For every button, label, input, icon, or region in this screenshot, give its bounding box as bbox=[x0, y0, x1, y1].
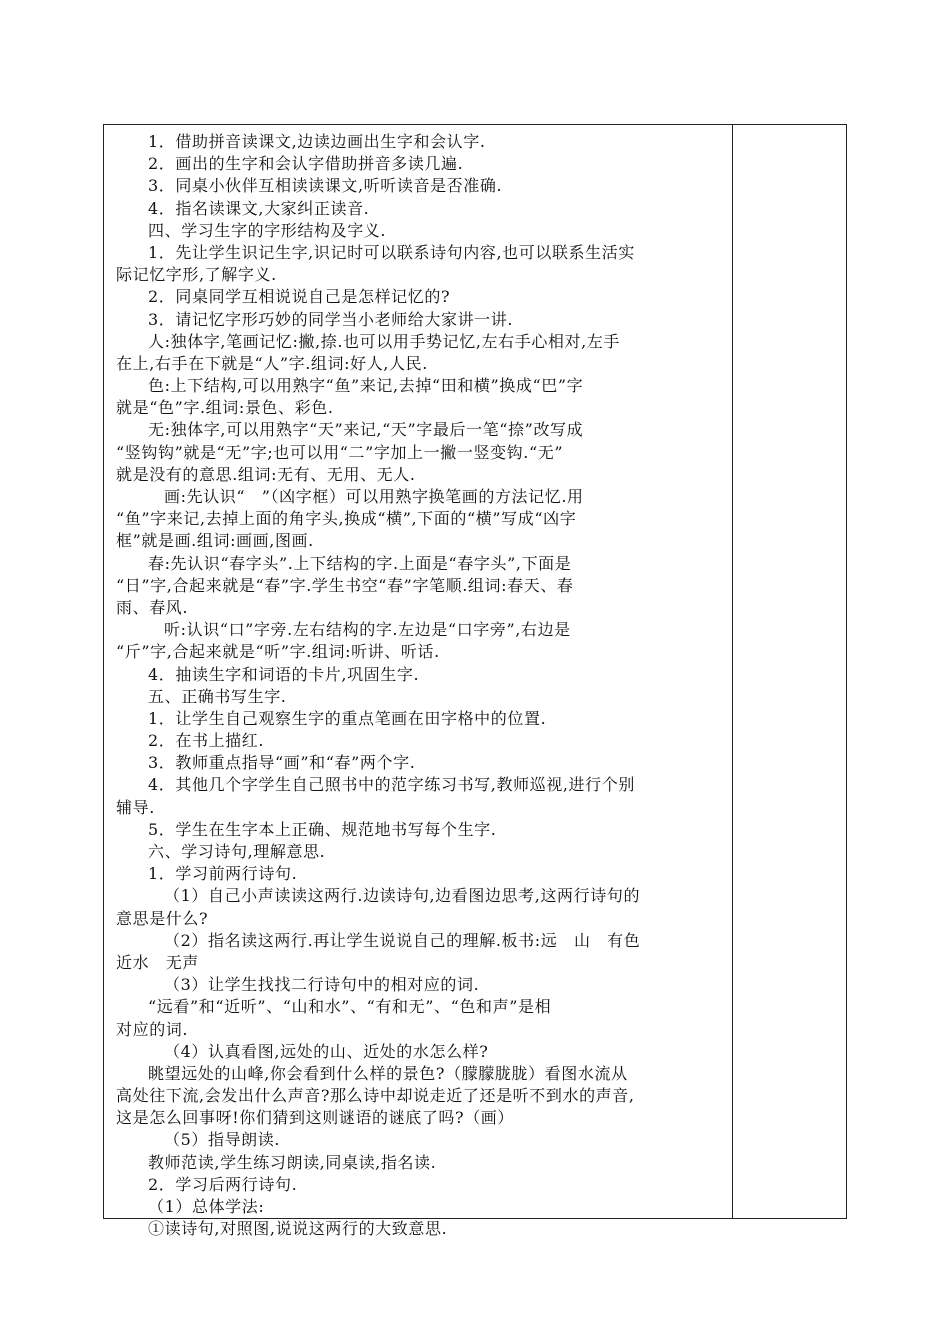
lesson-content-cell bbox=[104, 125, 733, 1239]
text-line: 4．抽读生字和词语的卡片,巩固生字. bbox=[148, 664, 420, 684]
text-line: （3）让学生找找二行诗句中的相对应的词. bbox=[164, 975, 480, 995]
text-line: 六、学习诗句,理解意思. bbox=[148, 842, 326, 861]
text-line: （1）总体学法: bbox=[148, 1197, 265, 1216]
text-line: 雨、春风. bbox=[116, 597, 189, 617]
text-line: 2．画出的生字和会认字借助拼音多读几遍. bbox=[148, 154, 464, 174]
text-line: 框”就是画.组词:画画,图画. bbox=[116, 531, 314, 551]
text-line: 1．让学生自己观察生字的重点笔画在田字格中的位置. bbox=[148, 708, 547, 728]
text-line: 眺望远处的山峰,你会看到什么样的景色?（朦朦胧胧）看图水流从 bbox=[148, 1063, 628, 1083]
text-line: “日”字,合起来就是“春”字.学生书空“春”字笔顺.组词:春天、春 bbox=[116, 575, 574, 595]
text-line: “鱼”字来记,去掉上面的角字头,换成“横”,下面的“横”写成“凶字 bbox=[116, 509, 577, 529]
text-line: （1）自己小声读读这两行.边读诗句,边看图边思考,这两行诗句的 bbox=[164, 886, 641, 906]
text-line: 际记忆字形,了解字义. bbox=[116, 265, 277, 285]
text-line: （5）指导朗读. bbox=[164, 1130, 281, 1150]
text-line: 意思是什么? bbox=[116, 908, 209, 928]
text-line: ①读诗句,对照图,说说这两行的大致意思. bbox=[148, 1219, 448, 1239]
text-line: 听:认识“口”字旁.左右结构的字.左边是“口字旁”,右边是 bbox=[164, 620, 571, 640]
text-line: 5．学生在生字本上正确、规范地书写每个生字. bbox=[148, 819, 497, 839]
text-line: （2）指名读这两行.再让学生说说自己的理解.板书:远 山 有色 bbox=[164, 930, 641, 950]
text-line: 辅导. bbox=[116, 797, 155, 817]
text-line: 1．学习前两行诗句. bbox=[148, 864, 298, 884]
text-line: 教师范读,学生练习朗读,同桌读,指名读. bbox=[148, 1152, 437, 1172]
text-line: 画:先认识“ ”（凶字框）可以用熟字换笔画的方法记忆.用 bbox=[164, 487, 584, 506]
text-line: 无:独体字,可以用熟字“天”来记,“天”字最后一笔“捺”改写成 bbox=[148, 420, 584, 440]
text-line: 4．其他几个字学生自己照书中的范字练习书写,教师巡视,进行个别 bbox=[148, 775, 635, 795]
text-line: 就是没有的意思.组词:无有、无用、无人. bbox=[116, 464, 416, 484]
text-line: 就是“色”字.组词:景色、彩色. bbox=[116, 398, 334, 418]
text-line: 3．请记忆字形巧妙的同学当小老师给大家讲一讲. bbox=[148, 309, 514, 329]
text-line: 在上,右手在下就是“人”字.组词:好人,人民. bbox=[116, 353, 428, 373]
text-line: 人:独体字,笔画记忆:撇,捺.也可以用手势记忆,左右手心相对,左手 bbox=[148, 331, 621, 351]
lesson-table bbox=[103, 124, 847, 1239]
text-line: 四、学习生字的字形结构及字义. bbox=[148, 220, 387, 240]
notes-column-cell bbox=[733, 125, 846, 1218]
text-line: 3．同桌小伙伴互相读读课文,听听读音是否准确. bbox=[148, 176, 503, 196]
text-line: “远看”和“近听”、“山和水”、“有和无”、“色和声”是相 bbox=[148, 997, 552, 1017]
text-line: 2．在书上描红. bbox=[148, 731, 265, 751]
text-line: 3．教师重点指导“画”和“春”两个字. bbox=[148, 753, 416, 773]
text-line: 五、正确书写生字. bbox=[148, 686, 287, 706]
text-line: 1．先让学生识记生字,识记时可以联系诗句内容,也可以联系生活实 bbox=[148, 242, 635, 262]
text-line: 春:先认识“春字头”.上下结构的字.上面是“春字头”,下面是 bbox=[148, 553, 572, 573]
text-line: 近水 无声 bbox=[116, 952, 200, 972]
text-line: 对应的词. bbox=[116, 1019, 189, 1039]
text-line: 色:上下结构,可以用熟字“鱼”来记,去掉“田和横”换成“巴”字 bbox=[148, 376, 584, 396]
text-line: 1．借助拼音读课文,边读边画出生字和会认字. bbox=[148, 132, 486, 151]
text-line: “竖钩钩”就是“无”字;也可以用“二”字加上一撇一竖变钩.“无” bbox=[116, 442, 564, 462]
text-line: 2．同桌同学互相说说自己是怎样记忆的? bbox=[148, 287, 451, 307]
text-line: （4）认真看图,远处的山、近处的水怎么样? bbox=[164, 1041, 489, 1061]
text-line: “斤”字,合起来就是“听”字.组词:听讲、听话. bbox=[116, 642, 440, 662]
text-line: 2．学习后两行诗句. bbox=[148, 1174, 298, 1194]
text-line: 这是怎么回事呀!你们猜到这则谜语的谜底了吗?（画） bbox=[116, 1108, 515, 1128]
text-line: 4．指名读课文,大家纠正读音. bbox=[148, 198, 370, 218]
text-line: 高处往下流,会发出什么声音?那么诗中却说走近了还是听不到水的声音, bbox=[116, 1086, 635, 1106]
